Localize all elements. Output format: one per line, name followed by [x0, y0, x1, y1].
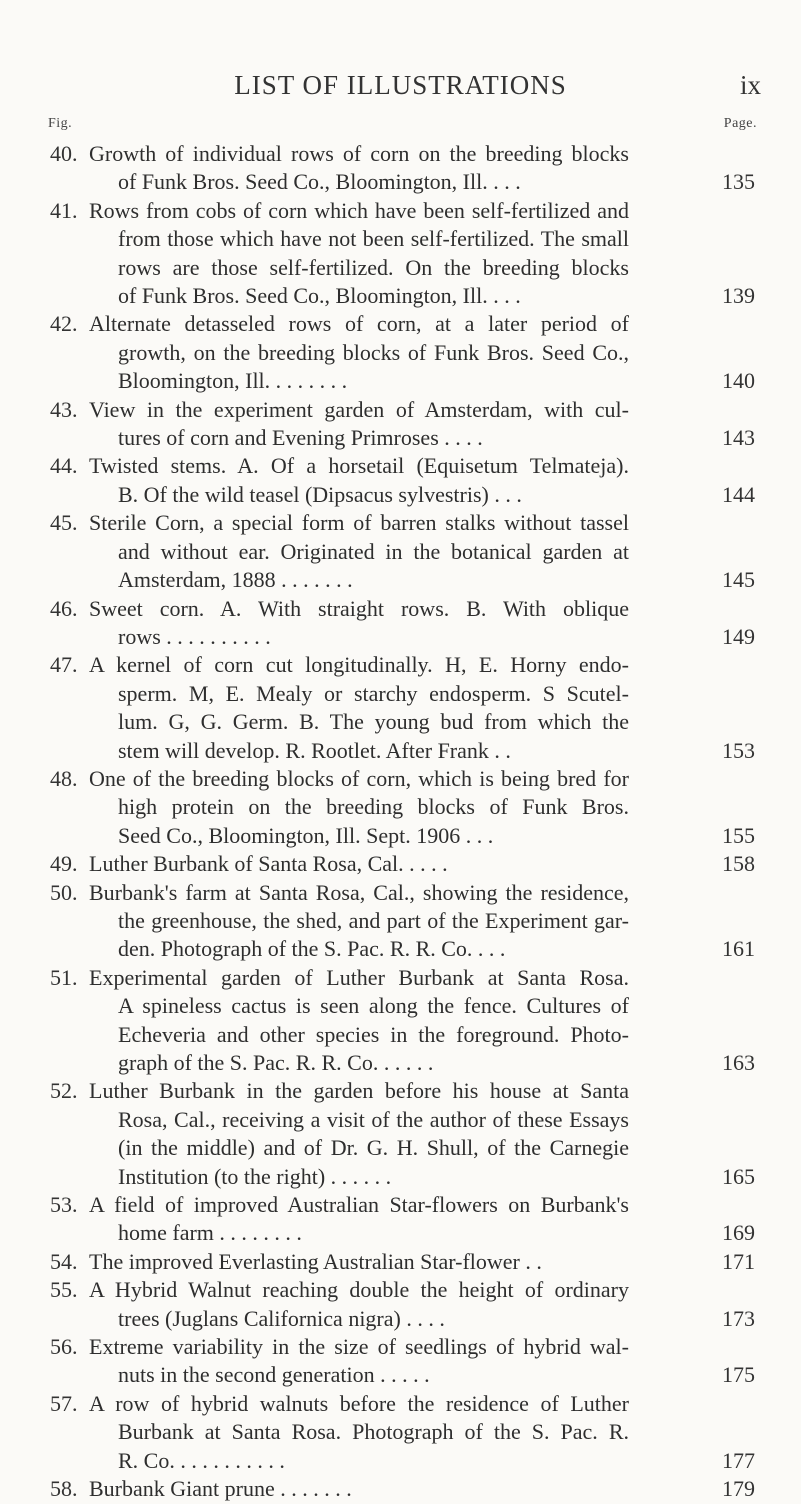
page-reference: 153: [722, 737, 755, 763]
caption-line: Sterile Corn, a special form of barren stalks without tassel: [89, 510, 629, 536]
figure-caption: [89, 1475, 629, 1503]
figure-caption: [89, 1191, 629, 1248]
list-item: [0, 1333, 801, 1390]
figure-number: 43.: [50, 396, 78, 422]
list-item: [0, 1276, 801, 1333]
caption-line: R. Co. . . . . . . . . . .: [118, 1447, 285, 1473]
figure-caption: [89, 964, 629, 1078]
caption-line: and without ear. Originated in the botanical garden at: [118, 538, 629, 564]
caption-line: A Hybrid Walnut reaching double the height of ordinary: [89, 1277, 629, 1303]
list-item: [0, 595, 801, 652]
page-reference: 163: [722, 1050, 755, 1075]
figure-number: 48.: [50, 765, 78, 791]
page-reference: 149: [722, 623, 755, 649]
figure-number: 54.: [50, 1248, 78, 1274]
caption-line: Rows from cobs of corn which have been self-fertilized and: [89, 197, 629, 223]
figure-caption: [89, 509, 629, 594]
list-item: [0, 1248, 801, 1276]
figure-number: 44.: [50, 453, 78, 479]
figure-caption: [89, 140, 629, 197]
caption-line: Twisted stems. A. Of a horsetail (Equisetum Telmateja).: [89, 453, 629, 479]
page-reference: 179: [722, 1476, 755, 1502]
figure-number: 56.: [50, 1334, 78, 1360]
figure-number: 47.: [50, 652, 78, 678]
caption-line: lum. G, G. Germ. B. The young bud from which the: [118, 709, 629, 735]
caption-line: of Funk Bros. Seed Co., Bloomington, Ill. . . .: [118, 169, 521, 195]
caption-line: from those which have not been self-fertilized. The small: [118, 226, 629, 252]
list-item: [0, 1077, 801, 1191]
page-header-title: LIST OF ILLUSTRATIONS: [234, 70, 567, 100]
list-item: [0, 396, 801, 453]
page-reference: 140: [722, 368, 755, 394]
list-item: [0, 1191, 801, 1248]
caption-line: stem will develop. R. Rootlet. After Frank . .: [118, 737, 511, 763]
list-item: [0, 197, 801, 311]
page-number: ix: [739, 70, 761, 100]
caption-line: A spineless cactus is seen along the fence. Cultures of: [118, 993, 629, 1019]
figure-number: 52.: [50, 1078, 78, 1104]
figure-caption: [89, 1390, 629, 1475]
caption-line: Luther Burbank of Santa Rosa, Cal. . . . .: [89, 851, 448, 877]
figure-number: 50.: [50, 879, 78, 905]
caption-line: A kernel of corn cut longitudinally. H, E. Horny endo-: [89, 652, 629, 678]
list-item: [0, 452, 801, 509]
figure-caption: [89, 850, 629, 878]
list-item: [0, 850, 801, 878]
caption-line: Extreme variability in the size of seedlings of hybrid wal-: [89, 1334, 629, 1360]
page-reference: 143: [722, 425, 755, 451]
figure-caption: [89, 1276, 629, 1333]
page-reference: 161: [722, 936, 755, 962]
figure-number: 49.: [50, 851, 78, 877]
page-reference: 135: [722, 169, 755, 195]
caption-line: sperm. M, E. Mealy or starchy endosperm. S Scutel-: [118, 680, 629, 706]
figure-caption: [89, 396, 629, 453]
caption-line: rows . . . . . . . . . .: [118, 623, 271, 649]
figure-caption: [89, 765, 629, 850]
figure-caption: [89, 1077, 629, 1191]
caption-line: the greenhouse, the shed, and part of the Experiment gar-: [118, 907, 629, 933]
figure-caption: [89, 651, 629, 765]
figure-number: 46.: [50, 595, 78, 621]
fig-column-label: Fig.: [48, 116, 73, 131]
figure-caption: [89, 595, 629, 652]
caption-line: graph of the S. Pac. R. R. Co. . . . . .: [118, 1050, 434, 1075]
caption-line: Growth of individual rows of corn on the breeding blocks: [89, 141, 629, 166]
caption-line: Burbank Giant prune . . . . . . .: [89, 1476, 352, 1502]
caption-line: of Funk Bros. Seed Co., Bloomington, Ill. . . .: [118, 283, 521, 309]
caption-line: Experimental garden of Luther Burbank at Santa Rosa.: [89, 964, 629, 990]
caption-line: tures of corn and Evening Primroses . . . .: [118, 425, 483, 451]
figure-caption: [89, 879, 629, 964]
caption-line: Amsterdam, 1888 . . . . . . .: [118, 567, 353, 593]
figure-caption: [89, 1248, 629, 1276]
figure-number: 41.: [50, 197, 78, 223]
list-item: [0, 879, 801, 964]
page-reference: 145: [722, 567, 755, 593]
page-reference: 177: [722, 1447, 755, 1473]
illustrations-list: [0, 140, 801, 1504]
caption-line: Sweet corn. A. With straight rows. B. With oblique: [89, 595, 629, 621]
caption-line: The improved Everlasting Australian Star-flower . .: [89, 1248, 542, 1274]
caption-line: Bloomington, Ill. . . . . . . .: [118, 368, 348, 394]
caption-line: (in the middle) and of Dr. G. H. Shull, of the Carnegie: [118, 1135, 629, 1161]
list-item: [0, 1390, 801, 1475]
page-reference: 158: [722, 851, 755, 877]
list-item: [0, 509, 801, 594]
caption-line: View in the experiment garden of Amsterdam, with cul-: [89, 396, 629, 422]
page-reference: 155: [722, 822, 755, 848]
page-reference: 144: [722, 481, 755, 507]
figure-number: 55.: [50, 1277, 78, 1303]
page-reference: 171: [722, 1248, 755, 1274]
caption-line: Alternate detasseled rows of corn, at a later period of: [89, 311, 629, 337]
figure-number: 58.: [50, 1476, 78, 1502]
list-item: [0, 964, 801, 1078]
caption-line: Rosa, Cal., receiving a visit of the author of these Essays: [118, 1106, 629, 1132]
figure-number: 45.: [50, 510, 78, 536]
figure-caption: [89, 452, 629, 509]
caption-line: nuts in the second generation . . . . .: [118, 1362, 430, 1388]
caption-line: Echeveria and other species in the foreground. Photo-: [118, 1021, 629, 1047]
page-reference: 139: [722, 283, 755, 309]
caption-line: A row of hybrid walnuts before the residence of Luther: [89, 1390, 629, 1416]
figure-caption: [89, 310, 629, 395]
list-item: [0, 140, 801, 197]
figure-number: 53.: [50, 1192, 78, 1218]
caption-line: Seed Co., Bloomington, Ill. Sept. 1906 . . .: [118, 822, 494, 848]
page-reference: 175: [722, 1362, 755, 1388]
list-item: [0, 765, 801, 850]
caption-line: den. Photograph of the S. Pac. R. R. Co. . . .: [118, 936, 506, 962]
caption-line: high protein on the breeding blocks of Funk Bros.: [118, 794, 629, 820]
caption-line: Burbank's farm at Santa Rosa, Cal., showing the residence,: [89, 879, 629, 905]
caption-line: A field of improved Australian Star-flowers on Burbank's: [89, 1192, 629, 1218]
caption-line: Institution (to the right) . . . . . .: [118, 1163, 392, 1189]
figure-number: 51.: [50, 964, 78, 990]
caption-line: trees (Juglans Californica nigra) . . . .: [118, 1305, 445, 1331]
figure-caption: [89, 1333, 629, 1390]
caption-line: rows are those self-fertilized. On the breeding blocks: [118, 254, 629, 280]
list-item: [0, 651, 801, 765]
page-column-label: Page.: [723, 116, 757, 131]
page-reference: 169: [722, 1220, 755, 1246]
caption-line: Luther Burbank in the garden before his house at Santa: [89, 1078, 629, 1104]
figure-number: 40.: [50, 141, 78, 166]
page-reference: 165: [722, 1163, 755, 1189]
caption-line: growth, on the breeding blocks of Funk Bros. Seed Co.,: [118, 339, 629, 365]
caption-line: B. Of the wild teasel (Dipsacus sylvestris) . . .: [118, 481, 522, 507]
page-reference: 173: [722, 1305, 755, 1331]
figure-caption: [89, 197, 629, 311]
caption-line: home farm . . . . . . . .: [118, 1220, 302, 1246]
figure-number: 57.: [50, 1390, 78, 1416]
figure-number: 42.: [50, 311, 78, 337]
list-item: [0, 310, 801, 395]
caption-line: Burbank at Santa Rosa. Photograph of the S. Pac. R.: [118, 1419, 629, 1445]
list-item: [0, 1475, 801, 1503]
caption-line: One of the breeding blocks of corn, which is being bred for: [89, 765, 629, 791]
